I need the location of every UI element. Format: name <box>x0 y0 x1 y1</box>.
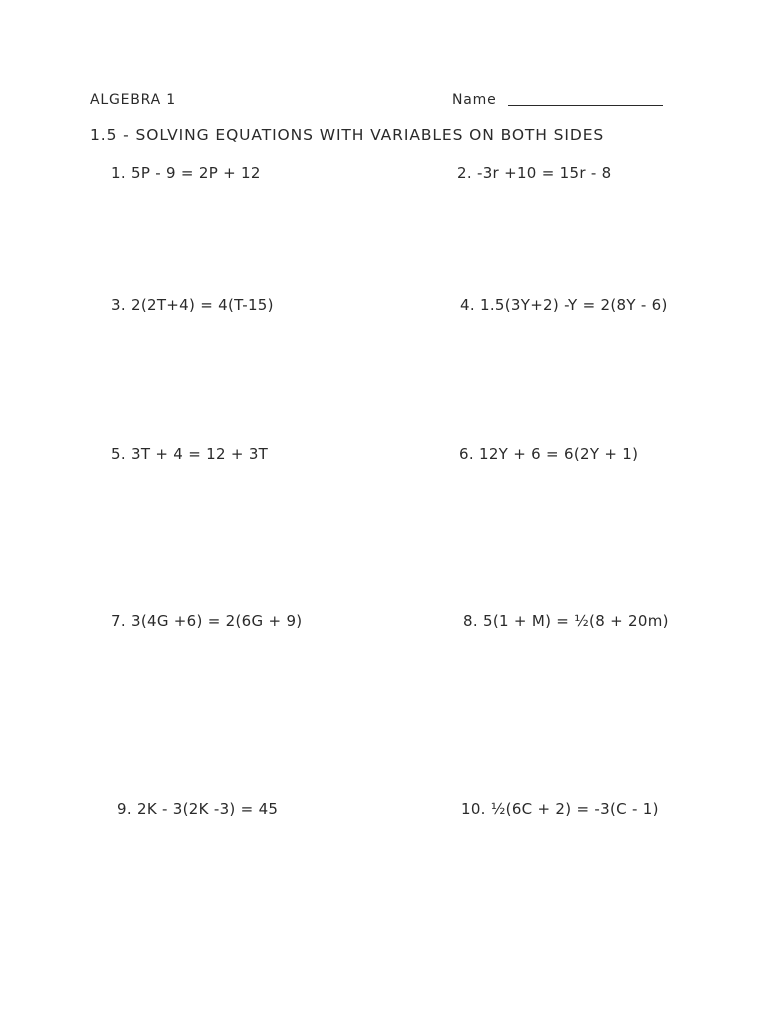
problem-8: 8. 5(1 + M) = ½(8 + 20m) <box>463 612 669 630</box>
problem-3: 3. 2(2T+4) = 4(T-15) <box>111 296 274 314</box>
problem-7: 7. 3(4G +6) = 2(6G + 9) <box>111 612 303 630</box>
problem-6: 6. 12Y + 6 = 6(2Y + 1) <box>459 445 639 463</box>
problem-9: 9. 2K - 3(2K -3) = 45 <box>117 800 279 818</box>
name-blank-line <box>508 105 663 106</box>
course-title: ALGEBRA 1 <box>90 92 176 108</box>
problem-5: 5. 3T + 4 = 12 + 3T <box>111 445 269 463</box>
problem-1: 1. 5P - 9 = 2P + 12 <box>111 164 261 182</box>
worksheet-title: 1.5 - SOLVING EQUATIONS WITH VARIABLES ON BOTH SIDES <box>90 126 605 144</box>
problem-2: 2. -3r +10 = 15r - 8 <box>457 164 612 182</box>
name-label: Name <box>452 92 497 108</box>
problem-4: 4. 1.5(3Y+2) -Y = 2(8Y - 6) <box>460 296 668 314</box>
problem-10: 10. ½(6C + 2) = -3(C - 1) <box>461 800 659 818</box>
